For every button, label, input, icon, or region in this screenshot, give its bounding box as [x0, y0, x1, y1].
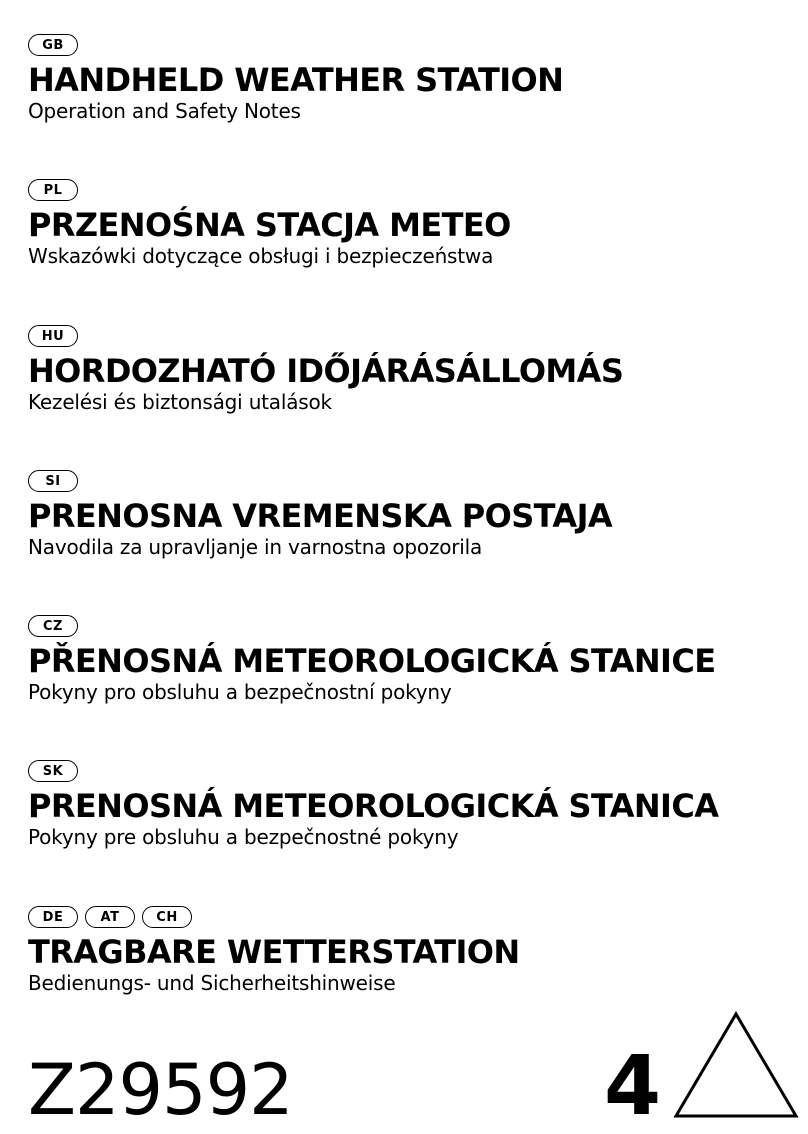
section-subtitle: Kezelési és biztonsági utalások [28, 390, 332, 414]
section-title: PRZENOŚNA STACJA METEO [28, 206, 511, 244]
warning-number: 4 [604, 1039, 662, 1134]
product-code-text: Z29592 [28, 1049, 293, 1131]
section-subtitle: Pokyny pro obsluhu a bezpečnostní pokyny [28, 680, 452, 704]
language-badge-sk: SK [28, 760, 78, 782]
language-section-gb [28, 34, 788, 124]
language-badges [28, 34, 788, 58]
section-subtitle: Wskazówki dotyczące obsługi i bezpieczeństwa [28, 244, 494, 268]
section-subtitle: Bedienungs- und Sicherheitshinweise [28, 971, 396, 995]
language-section-si [28, 470, 788, 560]
section-title: PRENOSNA VREMENSKA POSTAJA [28, 497, 613, 535]
language-section-sk [28, 760, 788, 850]
language-section-hu [28, 325, 788, 415]
language-badges [28, 615, 788, 639]
section-title: HORDOZHATÓ IDŐJÁRÁSÁLLOMÁS [28, 352, 624, 390]
product-code [28, 1050, 293, 1130]
language-badge-hu: HU [28, 325, 78, 347]
language-badges [28, 325, 788, 349]
language-badge-si: SI [28, 470, 78, 492]
language-badge-gb: GB [28, 34, 78, 56]
language-badge-pl: PL [28, 179, 78, 201]
language-badges [28, 470, 788, 494]
language-badge-de: DE [28, 906, 78, 928]
section-subtitle: Navodila za upravljanje in varnostna opozorila [28, 535, 483, 559]
language-badges [28, 906, 788, 930]
section-title: TRAGBARE WETTERSTATION [28, 933, 520, 971]
section-title: HANDHELD WEATHER STATION [28, 61, 564, 99]
section-subtitle: Pokyny pre obsluhu a bezpečnostné pokyny [28, 825, 459, 849]
section-subtitle: Operation and Safety Notes [28, 99, 301, 123]
language-section-de-at-ch [28, 906, 788, 996]
section-title: PŘENOSNÁ METEOROLOGICKÁ STANICE [28, 642, 716, 680]
language-section-pl [28, 179, 788, 269]
language-badge-at: AT [85, 906, 135, 928]
language-badge-cz: CZ [28, 615, 78, 637]
language-badges [28, 760, 788, 784]
section-title: PRENOSNÁ METEOROLOGICKÁ STANICA [28, 787, 719, 825]
language-badge-ch: CH [142, 906, 192, 928]
triangle-outline-icon [672, 1010, 800, 1120]
language-section-cz [28, 615, 788, 705]
language-badges [28, 179, 788, 203]
